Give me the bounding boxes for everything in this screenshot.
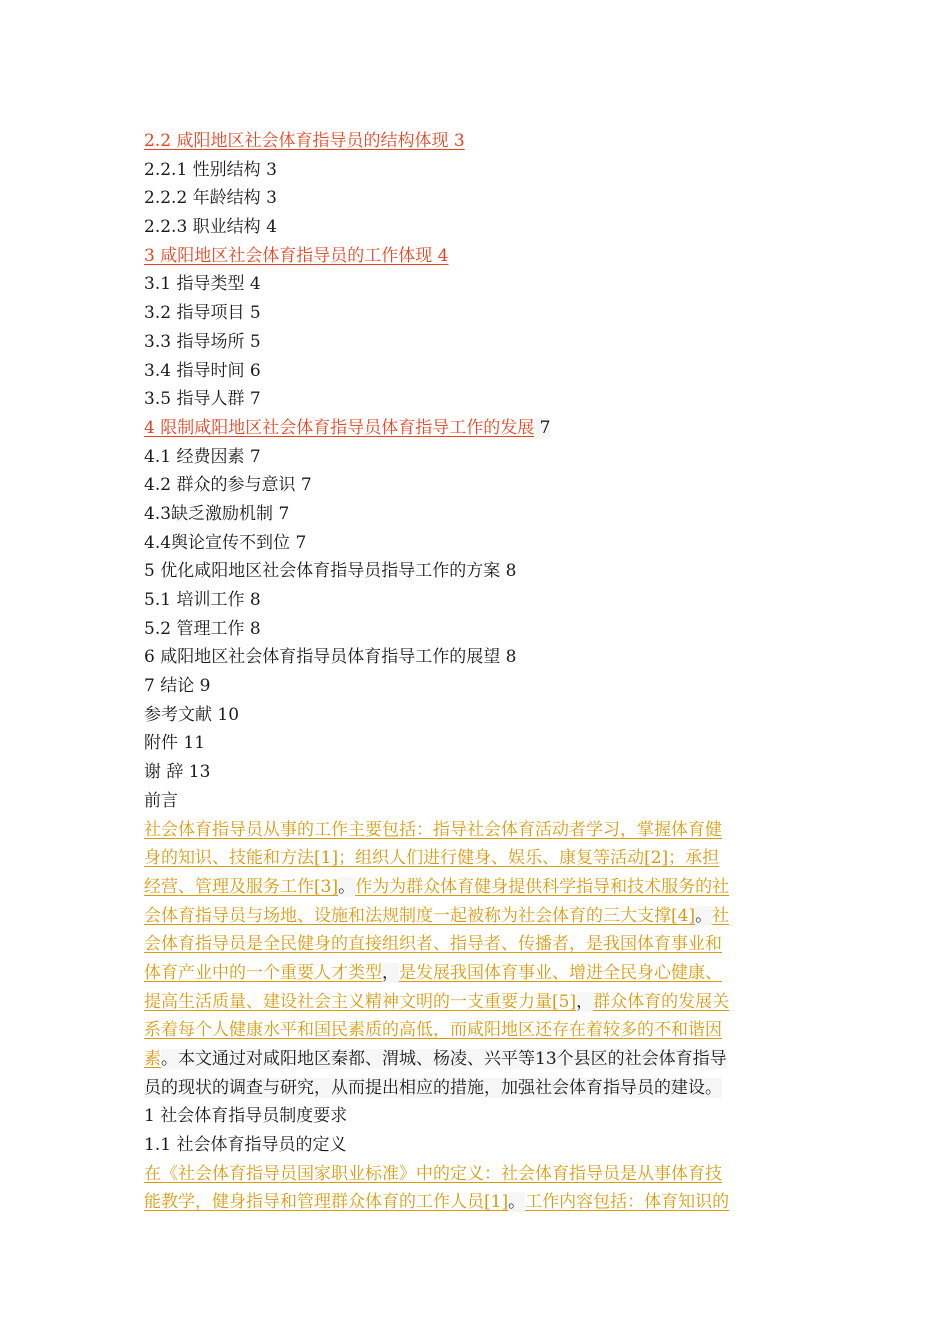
section-heading: 1 社会体育指导员制度要求 bbox=[144, 1106, 348, 1127]
body-text: 。 bbox=[338, 876, 356, 897]
toc-entry bbox=[144, 299, 806, 328]
preface-line bbox=[144, 1045, 806, 1074]
section-heading: 1.1 社会体育指导员的定义 bbox=[144, 1135, 347, 1156]
toc-entry bbox=[144, 615, 806, 644]
toc-link[interactable]: 2.2 咸阳地区社会体育指导员的结构体现 3 bbox=[144, 131, 465, 151]
toc-text: 3.4 指导时间 6 bbox=[144, 360, 261, 381]
preface-line bbox=[144, 844, 806, 873]
highlighted-text: 会体育指导员是全民健身的直接组织者、指导者、传播者，是我国体育事业和 bbox=[144, 934, 722, 955]
toc-text: 2.2.2 年龄结构 3 bbox=[144, 188, 277, 209]
toc-text: 参考文献 10 bbox=[144, 704, 240, 725]
toc-entry bbox=[144, 643, 806, 672]
highlighted-text: 系着每个人健康水平和国民素质的高低，而咸阳地区还存在着较多的不和谐因 bbox=[144, 1020, 722, 1041]
highlighted-text: 群众体育的发展关 bbox=[593, 991, 730, 1012]
preface-line bbox=[144, 1016, 806, 1045]
toc-text: 5.2 管理工作 8 bbox=[144, 618, 261, 639]
document-body bbox=[144, 127, 806, 1217]
toc-entry bbox=[144, 557, 806, 586]
toc-link[interactable]: 3 咸阳地区社会体育指导员的工作体现 4 bbox=[144, 245, 449, 266]
toc-text: 5.1 培训工作 8 bbox=[144, 590, 261, 610]
toc-text: 附件 11 bbox=[144, 733, 206, 754]
toc-entry bbox=[144, 500, 806, 529]
toc-entry bbox=[144, 729, 806, 758]
preface-paragraph bbox=[144, 816, 806, 1103]
toc-entry bbox=[144, 357, 806, 386]
section-headings bbox=[144, 1102, 806, 1159]
preface-line bbox=[144, 959, 806, 988]
table-of-contents bbox=[144, 127, 806, 816]
toc-entry bbox=[144, 586, 806, 615]
body-text: 员的现状的调查与研究，从而提出相应的措施，加强社会体育指导员的建设。 bbox=[144, 1077, 722, 1098]
toc-entry bbox=[144, 529, 806, 558]
toc-entry[interactable] bbox=[144, 127, 806, 156]
toc-entry bbox=[144, 385, 806, 414]
toc-text: 5 优化咸阳地区社会体育指导员指导工作的方案 8 bbox=[144, 561, 517, 582]
toc-text: 3.1 指导类型 4 bbox=[144, 274, 261, 295]
preface-line bbox=[144, 988, 806, 1017]
toc-entry bbox=[144, 758, 806, 787]
toc-text: 4.1 经费因素 7 bbox=[144, 446, 261, 467]
toc-text: 前言 bbox=[144, 790, 178, 811]
toc-text: 6 咸阳地区社会体育指导员体育指导工作的展望 8 bbox=[144, 647, 517, 668]
toc-entry bbox=[144, 701, 806, 730]
toc-text: 4.3缺乏激励机制 7 bbox=[144, 503, 290, 524]
toc-entry bbox=[144, 672, 806, 701]
toc-text: 谢 辞 13 bbox=[144, 762, 211, 783]
toc-text: 3.3 指导场所 5 bbox=[144, 331, 261, 352]
toc-text: 3.5 指导人群 7 bbox=[144, 389, 261, 410]
toc-text: 4.2 群众的参与意识 7 bbox=[144, 475, 312, 496]
toc-text: 3.2 指导项目 5 bbox=[144, 303, 261, 324]
toc-entry[interactable] bbox=[144, 414, 806, 443]
highlighted-text: 工作内容包括：体育知识的 bbox=[525, 1192, 730, 1213]
toc-entry bbox=[144, 328, 806, 357]
highlighted-text: 提高生活质量、建设社会主义精神文明的一支重要力量[5] bbox=[144, 991, 577, 1012]
toc-link[interactable]: 4 限制咸阳地区社会体育指导员体育指导工作的发展 bbox=[144, 417, 535, 438]
highlighted-text: 能教学，健身指导和管理群众体育的工作人员[1] bbox=[144, 1192, 509, 1213]
toc-entry bbox=[144, 156, 806, 185]
highlighted-text: 是发展我国体育事业、增进全民身心健康、 bbox=[399, 962, 722, 983]
highlighted-text: 身的知识、技能和方法[1]；组织人们进行健身、娱乐、康复等活动[2]；承担 bbox=[144, 848, 720, 869]
highlighted-text: 素 bbox=[144, 1049, 161, 1069]
highlighted-text: 体育产业中的一个重要人才类型 bbox=[144, 962, 382, 983]
toc-entry bbox=[144, 213, 806, 242]
toc-text: 7 结论 9 bbox=[144, 676, 211, 697]
highlighted-text: 经营、管理及服务工作[3] bbox=[144, 876, 339, 897]
highlighted-text: 社会体育指导员从事的工作主要包括：指导社会体育活动者学习，掌握体育健 bbox=[144, 819, 722, 840]
highlighted-text: 会体育指导员与场地、设施和法规制度一起被称为社会体育的三大支撑[4] bbox=[144, 905, 696, 926]
definition-paragraph bbox=[144, 1160, 806, 1217]
toc-entry bbox=[144, 270, 806, 299]
body-text: 。本文通过对咸阳地区秦都、渭城、杨凌、兴平等13个县区的社会体育指导 bbox=[161, 1049, 727, 1069]
preface-line bbox=[144, 873, 806, 902]
highlighted-text: 在《社会体育指导员国家职业标准》中的定义：社会体育指导员是从事体育技 bbox=[144, 1163, 722, 1184]
preface-line bbox=[144, 930, 806, 959]
body-text: ， bbox=[576, 991, 594, 1012]
preface-line bbox=[144, 816, 806, 845]
toc-entry bbox=[144, 787, 806, 816]
body-text: 。 bbox=[695, 905, 713, 926]
highlighted-text: 社 bbox=[712, 905, 730, 926]
body-text: 。 bbox=[508, 1192, 526, 1213]
toc-text: 2.2.1 性别结构 3 bbox=[144, 159, 277, 180]
toc-entry[interactable] bbox=[144, 242, 806, 271]
toc-entry bbox=[144, 184, 806, 213]
preface-line bbox=[144, 1074, 806, 1103]
toc-entry bbox=[144, 471, 806, 500]
highlighted-text: 作为为群众体育健身提供科学指导和技术服务的社 bbox=[355, 876, 730, 897]
body-text: ， bbox=[382, 962, 399, 983]
preface-line bbox=[144, 902, 806, 931]
toc-text: 2.2.3 职业结构 4 bbox=[144, 217, 277, 238]
toc-text: 4.4舆论宣传不到位 7 bbox=[144, 532, 307, 553]
toc-entry bbox=[144, 443, 806, 472]
toc-page-number: 7 bbox=[534, 417, 551, 438]
definition-line bbox=[144, 1188, 806, 1217]
definition-line bbox=[144, 1160, 806, 1189]
